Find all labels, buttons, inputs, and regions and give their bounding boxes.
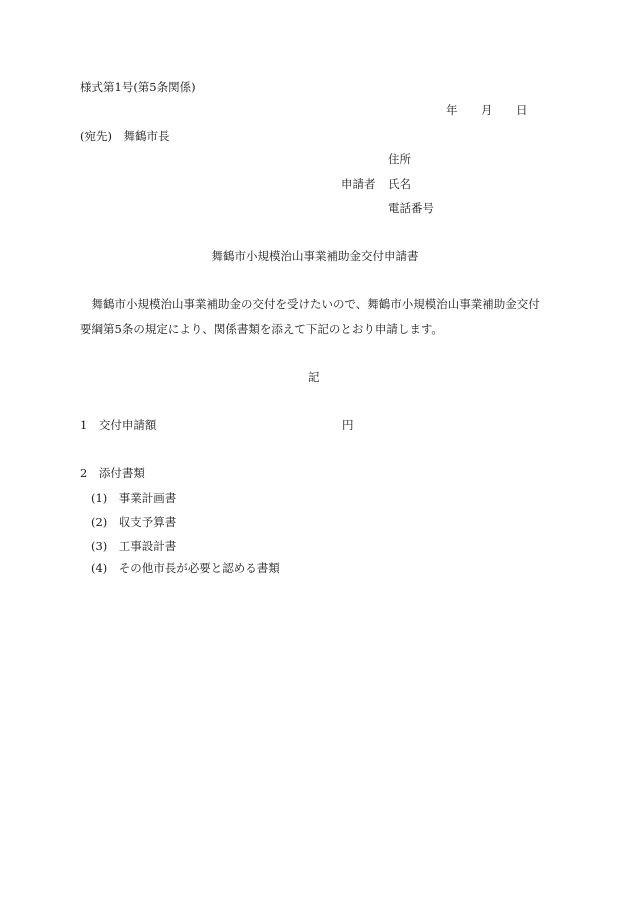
- phone-label: 電話番号: [388, 201, 434, 215]
- item-1-application-amount: 1 交付申請額: [80, 418, 157, 432]
- document-title: 舞鶴市小規模治山事業補助金交付申請書: [211, 249, 419, 263]
- attachment-item-2: (2) 収支予算書: [91, 515, 177, 529]
- attachment-item-1: (1) 事業計画書: [91, 491, 177, 505]
- applicant-label: 申請者: [341, 177, 376, 191]
- date-day-label: 日: [516, 103, 528, 117]
- item-2-attachments: 2 添付書類: [80, 466, 145, 480]
- date-year-label: 年: [446, 103, 458, 117]
- address-label: 住所: [388, 152, 411, 166]
- addressee: (宛先) 舞鶴市長: [80, 129, 170, 143]
- form-number: 様式第1号(第5条関係): [80, 80, 196, 94]
- name-label: 氏名: [388, 177, 411, 191]
- attachment-item-4: (4) その他市長が必要と認める書類: [91, 561, 280, 575]
- body-text-line-1: 舞鶴市小規模治山事業補助金の交付を受けたいので、舞鶴市小規模治山事業補助金交付: [80, 297, 540, 311]
- body-text-line-2: 要綱第5条の規定により、関係書類を添えて下記のとおり申請します。: [80, 322, 443, 336]
- item-1-yen-unit: 円: [342, 418, 354, 432]
- attachment-item-3: (3) 工事設計書: [91, 539, 177, 553]
- date-month-label: 月: [481, 103, 493, 117]
- ki-heading: 記: [308, 370, 320, 384]
